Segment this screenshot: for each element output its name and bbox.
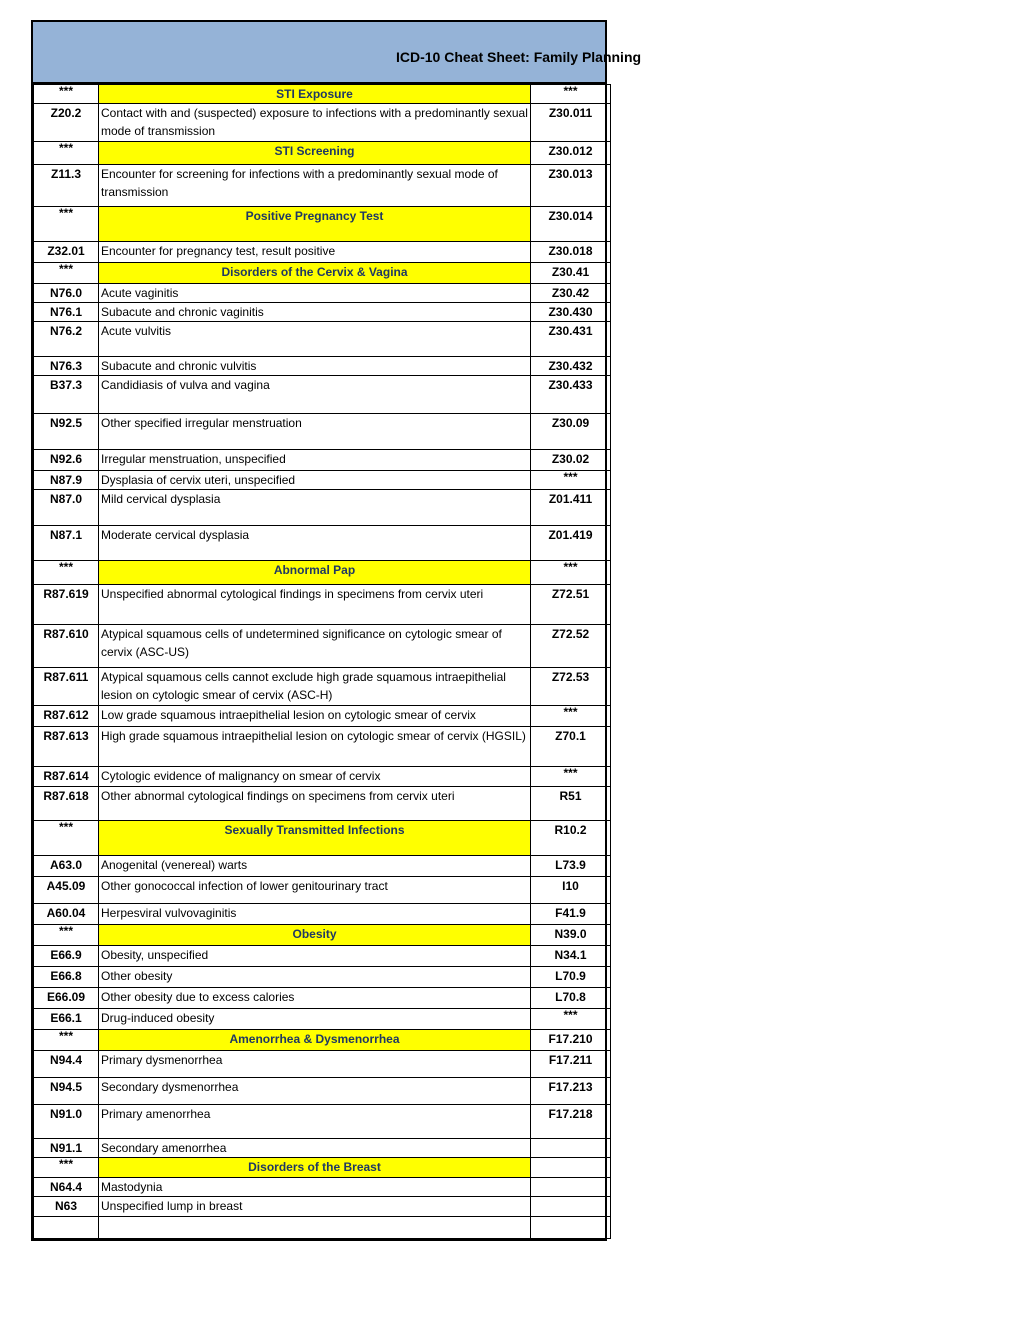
icd-code-cell: N76.0 [34, 284, 99, 303]
section-title-cell: STI Exposure [99, 85, 531, 104]
description-cell: Subacute and chronic vaginitis [99, 303, 531, 322]
table-row [34, 1078, 611, 1105]
table-row [34, 450, 611, 471]
description-cell: Herpesviral vulvovaginitis [99, 904, 531, 925]
table-row [34, 946, 611, 967]
section-code-cell: *** [34, 263, 99, 284]
table-row [34, 471, 611, 490]
icd-code-cell: B37.3 [34, 376, 99, 414]
sheet-header [31, 20, 642, 84]
table-row [34, 414, 611, 450]
description-cell: Mastodynia [99, 1178, 531, 1197]
section-header-row [34, 561, 611, 585]
section-header-row [34, 821, 611, 856]
icd-code-cell: R87.613 [34, 727, 99, 767]
icd-code-cell: N76.3 [34, 357, 99, 376]
table-row [34, 303, 611, 322]
description-cell: Primary dysmenorrhea [99, 1051, 531, 1078]
section-title-cell: Abnormal Pap [99, 561, 531, 585]
table-row [34, 1197, 611, 1217]
right-code-cell: Z30.014 [531, 207, 611, 242]
icd-code-cell: E66.1 [34, 1009, 99, 1030]
section-header-row [34, 142, 611, 165]
right-code-cell [531, 1217, 611, 1239]
table-row [34, 706, 611, 727]
right-code-cell: Z30.41 [531, 263, 611, 284]
description-cell: Encounter for screening for infections with a predominantly sexual mode of transmission [99, 165, 531, 207]
right-code-cell: Z30.432 [531, 357, 611, 376]
icd-code-cell: E66.8 [34, 967, 99, 988]
table-row [34, 967, 611, 988]
description-cell: Secondary dysmenorrhea [99, 1078, 531, 1105]
icd-code-cell [34, 1217, 99, 1239]
section-header-row [34, 1030, 611, 1051]
right-code-cell: Z30.011 [531, 104, 611, 142]
description-cell: Other obesity due to excess calories [99, 988, 531, 1009]
icd-code-cell: N87.9 [34, 471, 99, 490]
description-cell: Low grade squamous intraepithelial lesion on cytologic smear of cervix [99, 706, 531, 727]
icd-code-cell: N92.5 [34, 414, 99, 450]
icd-code-cell: N92.6 [34, 450, 99, 471]
icd-code-cell: N94.5 [34, 1078, 99, 1105]
description-cell: Anogenital (venereal) warts [99, 856, 531, 877]
right-code-cell: Z30.02 [531, 450, 611, 471]
table-row [34, 988, 611, 1009]
table-row [34, 284, 611, 303]
right-code-cell: Z30.018 [531, 242, 611, 263]
table-row [34, 376, 611, 414]
table-row [34, 767, 611, 787]
icd-code-cell: R87.612 [34, 706, 99, 727]
section-title-cell: Positive Pregnancy Test [99, 207, 531, 242]
description-cell: Drug-induced obesity [99, 1009, 531, 1030]
description-cell: Acute vaginitis [99, 284, 531, 303]
right-code-cell: Z30.013 [531, 165, 611, 207]
description-cell: High grade squamous intraepithelial lesion on cytologic smear of cervix (HGSIL) [99, 727, 531, 767]
icd-code-cell: E66.09 [34, 988, 99, 1009]
description-cell: Other gonococcal infection of lower genitourinary tract [99, 877, 531, 904]
icd-code-cell: R87.614 [34, 767, 99, 787]
description-cell: Secondary amenorrhea [99, 1139, 531, 1158]
table-row [34, 526, 611, 561]
table-row [34, 1009, 611, 1030]
code-table-wrapper [31, 84, 607, 1241]
right-code-cell: F17.218 [531, 1105, 611, 1139]
section-title-cell: Disorders of the Breast [99, 1158, 531, 1178]
description-cell: Obesity, unspecified [99, 946, 531, 967]
table-row [34, 787, 611, 821]
page-title: ICD-10 Cheat Sheet: Family Planning [396, 49, 642, 65]
description-cell [99, 1217, 531, 1239]
section-header-row [34, 263, 611, 284]
right-code-cell: *** [531, 767, 611, 787]
code-table [33, 84, 611, 1239]
section-title-cell: Amenorrhea & Dysmenorrhea [99, 1030, 531, 1051]
table-row [34, 165, 611, 207]
right-code-cell: F41.9 [531, 904, 611, 925]
right-code-cell: Z30.433 [531, 376, 611, 414]
section-code-cell: *** [34, 207, 99, 242]
table-row [34, 904, 611, 925]
description-cell: Dysplasia of cervix uteri, unspecified [99, 471, 531, 490]
right-code-cell: Z30.430 [531, 303, 611, 322]
description-cell: Contact with and (suspected) exposure to infections with a predominantly sexual mode of transmission [99, 104, 531, 142]
section-title-cell: STI Screening [99, 142, 531, 165]
table-row [34, 490, 611, 526]
right-code-cell: L70.8 [531, 988, 611, 1009]
right-code-cell: R51 [531, 787, 611, 821]
right-code-cell: *** [531, 85, 611, 104]
right-code-cell: N34.1 [531, 946, 611, 967]
icd-code-cell: Z20.2 [34, 104, 99, 142]
table-row [34, 585, 611, 625]
right-code-cell: Z72.53 [531, 668, 611, 706]
icd-code-cell: A63.0 [34, 856, 99, 877]
right-code-cell: *** [531, 561, 611, 585]
icd-code-cell: Z32.01 [34, 242, 99, 263]
section-code-cell: *** [34, 85, 99, 104]
section-header-row [34, 207, 611, 242]
section-title-cell: Obesity [99, 925, 531, 946]
description-cell: Other obesity [99, 967, 531, 988]
icd-code-cell: R87.619 [34, 585, 99, 625]
icd-code-cell: R87.611 [34, 668, 99, 706]
section-header-row [34, 925, 611, 946]
right-code-cell: Z30.09 [531, 414, 611, 450]
icd-code-cell: N87.1 [34, 526, 99, 561]
right-code-cell: *** [531, 1009, 611, 1030]
section-code-cell: *** [34, 142, 99, 165]
table-row [34, 856, 611, 877]
right-code-cell: Z30.012 [531, 142, 611, 165]
description-cell: Encounter for pregnancy test, result positive [99, 242, 531, 263]
description-cell: Primary amenorrhea [99, 1105, 531, 1139]
icd-code-cell: R87.618 [34, 787, 99, 821]
description-cell: Irregular menstruation, unspecified [99, 450, 531, 471]
right-code-cell: I10 [531, 877, 611, 904]
table-row [34, 104, 611, 142]
icd-code-cell: N91.0 [34, 1105, 99, 1139]
table-row [34, 242, 611, 263]
section-header-row [34, 85, 611, 104]
right-code-cell [531, 1158, 611, 1178]
section-code-cell: *** [34, 1158, 99, 1178]
right-code-cell: *** [531, 706, 611, 727]
section-code-cell: *** [34, 561, 99, 585]
right-code-cell: R10.2 [531, 821, 611, 856]
icd-code-cell: N94.4 [34, 1051, 99, 1078]
right-code-cell: Z01.419 [531, 526, 611, 561]
description-cell: Unspecified abnormal cytological findings in specimens from cervix uteri [99, 585, 531, 625]
right-code-cell: F17.213 [531, 1078, 611, 1105]
right-code-cell: Z30.431 [531, 322, 611, 357]
right-code-cell: *** [531, 471, 611, 490]
right-code-cell [531, 1197, 611, 1217]
description-cell: Atypical squamous cells of undetermined significance on cytologic smear of cervix (ASC-US) [99, 625, 531, 668]
description-cell: Acute vulvitis [99, 322, 531, 357]
icd-code-cell: N87.0 [34, 490, 99, 526]
table-row [34, 668, 611, 706]
table-row [34, 357, 611, 376]
icd-code-cell: N91.1 [34, 1139, 99, 1158]
icd-code-cell: A60.04 [34, 904, 99, 925]
right-code-cell [531, 1139, 611, 1158]
table-row [34, 1139, 611, 1158]
right-code-cell [531, 1178, 611, 1197]
right-code-cell: Z01.411 [531, 490, 611, 526]
right-code-cell: L70.9 [531, 967, 611, 988]
section-header-row [34, 1158, 611, 1178]
cheat-sheet [31, 20, 642, 1241]
right-code-cell: Z72.51 [531, 585, 611, 625]
description-cell: Candidiasis of vulva and vagina [99, 376, 531, 414]
icd-code-cell: N63 [34, 1197, 99, 1217]
table-row [34, 727, 611, 767]
description-cell: Subacute and chronic vulvitis [99, 357, 531, 376]
right-code-cell: Z70.1 [531, 727, 611, 767]
right-code-cell: F17.211 [531, 1051, 611, 1078]
section-title-cell: Sexually Transmitted Infections [99, 821, 531, 856]
icd-code-cell: N76.1 [34, 303, 99, 322]
section-code-cell: *** [34, 1030, 99, 1051]
icd-code-cell: N76.2 [34, 322, 99, 357]
icd-code-cell: Z11.3 [34, 165, 99, 207]
section-code-cell: *** [34, 925, 99, 946]
section-code-cell: *** [34, 821, 99, 856]
right-code-cell: Z30.42 [531, 284, 611, 303]
right-code-cell: Z72.52 [531, 625, 611, 668]
table-row [34, 1051, 611, 1078]
description-cell: Cytologic evidence of malignancy on smear of cervix [99, 767, 531, 787]
description-cell: Other specified irregular menstruation [99, 414, 531, 450]
right-code-cell: L73.9 [531, 856, 611, 877]
icd-code-cell: R87.610 [34, 625, 99, 668]
icd-code-cell: A45.09 [34, 877, 99, 904]
table-row [34, 625, 611, 668]
description-cell: Mild cervical dysplasia [99, 490, 531, 526]
table-row [34, 1178, 611, 1197]
table-row [34, 1217, 611, 1239]
description-cell: Other abnormal cytological findings on specimens from cervix uteri [99, 787, 531, 821]
right-code-cell: F17.210 [531, 1030, 611, 1051]
icd-code-cell: N64.4 [34, 1178, 99, 1197]
description-cell: Moderate cervical dysplasia [99, 526, 531, 561]
table-row [34, 877, 611, 904]
icd-code-cell: E66.9 [34, 946, 99, 967]
table-row [34, 1105, 611, 1139]
description-cell: Unspecified lump in breast [99, 1197, 531, 1217]
right-code-cell: N39.0 [531, 925, 611, 946]
section-title-cell: Disorders of the Cervix & Vagina [99, 263, 531, 284]
table-row [34, 322, 611, 357]
description-cell: Atypical squamous cells cannot exclude high grade squamous intraepithelial lesion on cytologic smear of cervix (ASC-H) [99, 668, 531, 706]
